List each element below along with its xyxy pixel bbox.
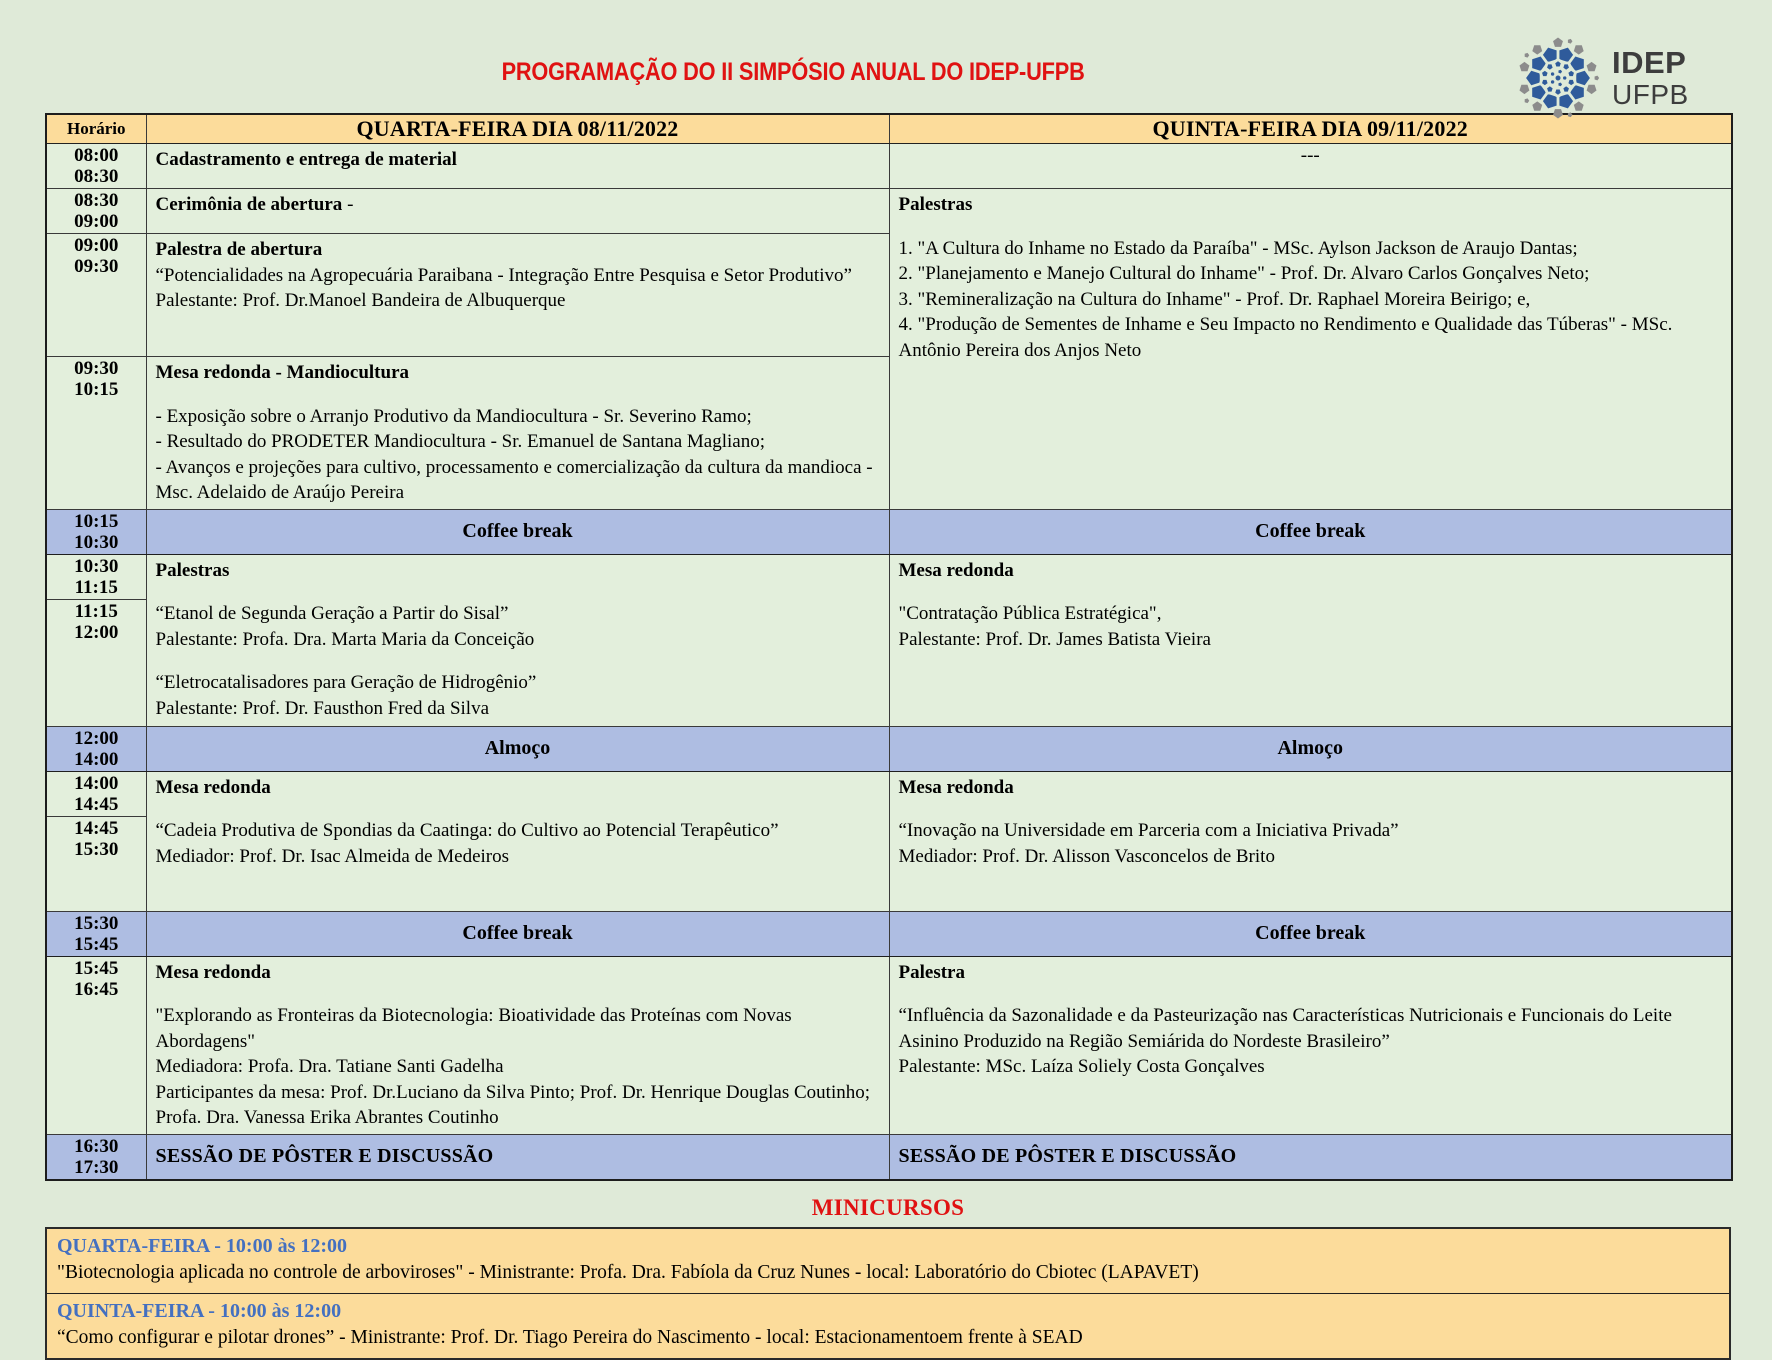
masthead bbox=[0, 0, 1772, 113]
column-header-thursday: QUINTA-FEIRA DIA 09/11/2022 bbox=[889, 114, 1732, 144]
minicurso-schedule: QUARTA-FEIRA - 10:00 às 12:00 bbox=[57, 1234, 348, 1257]
time-slot: 14:45 15:30 bbox=[46, 816, 146, 911]
time-slot: 09:00 09:30 bbox=[46, 234, 146, 357]
schedule-table bbox=[45, 113, 1733, 1181]
minicurso-schedule: QUINTA-FEIRA - 10:00 às 12:00 bbox=[57, 1299, 342, 1322]
coffee-break-label: Coffee break bbox=[146, 509, 889, 554]
time-slot: 08:30 09:00 bbox=[46, 189, 146, 234]
cell-registration: Cadastramento e entrega de material bbox=[146, 144, 889, 189]
time-slot: 15:30 15:45 bbox=[46, 911, 146, 956]
idep-rosette-icon bbox=[1516, 36, 1600, 120]
time-slot: 16:30 17:30 bbox=[46, 1134, 146, 1180]
cell-public-procurement: Mesa redonda "Contratação Pública Estratégica", Palestante: Prof. Dr. James Batista Vieira bbox=[889, 554, 1732, 726]
minicurso-description: “Como configurar e pilotar drones” - Ministrante: Prof. Dr. Tiago Pereira do Nascimento - local: Estacionamentoem frente à SEAD bbox=[57, 1326, 1083, 1348]
idep-ufpb-logo bbox=[1516, 36, 1689, 120]
cell-cassava-roundtable: Mesa redonda - Mandiocultura - Exposição sobre o Arranjo Produtivo da Mandiocultura - Sr. Severino Ramo; - Resultado do PRODETER Mandiocultura - Sr. Emanuel de Santana Magliano; - Avanços e projeções para cultivo, processamento e comercialização da cultura da mandioca - Msc. Adelaido de Araújo Pereira bbox=[146, 357, 889, 510]
cell-opening-lecture: Palestra de abertura “Potencialidades na Agropecuária Paraibana - Integração Entre Pesquisa e Setor Produtivo” Palestante: Prof. Dr.Manoel Bandeira de Albuquerque bbox=[146, 234, 889, 357]
time-slot: 12:00 14:00 bbox=[46, 726, 146, 771]
minicurso-wednesday bbox=[46, 1228, 1730, 1294]
time-slot: 11:15 12:00 bbox=[46, 599, 146, 726]
table-header-row bbox=[46, 114, 1732, 144]
row-coffee-break-afternoon bbox=[46, 911, 1732, 956]
cell-no-session: --- bbox=[889, 144, 1732, 189]
time-slot: 10:30 11:15 bbox=[46, 554, 146, 599]
row-poster-session bbox=[46, 1134, 1732, 1180]
lunch-label: Almoço bbox=[889, 726, 1732, 771]
poster-session-label: SESSÃO DE PÔSTER E DISCUSSÃO bbox=[889, 1134, 1732, 1180]
cell-spondias-roundtable: Mesa redonda “Cadeia Produtiva de Spondias da Caatinga: do Cultivo ao Potencial Terapêutico” Mediador: Prof. Dr. Isac Almeida de Medeiros bbox=[146, 771, 889, 911]
logo-acronym: IDEP bbox=[1612, 45, 1687, 80]
row-coffee-break-morning bbox=[46, 509, 1732, 554]
time-slot: 15:45 16:45 bbox=[46, 956, 146, 1134]
time-slot: 10:15 10:30 bbox=[46, 509, 146, 554]
cell-wednesday-lectures: Palestras “Etanol de Segunda Geração a Partir do Sisal” Palestante: Profa. Dra. Marta Maria da Conceição “Eletrocatalisadores para Geração de Hidrogênio” Palestante: Prof. Dr. Fausthon Fred da Silva bbox=[146, 554, 889, 726]
row-registration bbox=[46, 144, 1732, 189]
cell-opening-ceremony: Cerimônia de abertura - bbox=[146, 189, 889, 234]
coffee-break-label: Coffee break bbox=[889, 509, 1732, 554]
minicurso-row bbox=[46, 1293, 1730, 1359]
time-slot: 09:30 10:15 bbox=[46, 357, 146, 510]
minicurso-row bbox=[46, 1228, 1730, 1294]
cell-biotech-roundtable: Mesa redonda "Explorando as Fronteiras da Biotecnologia: Bioatividade das Proteínas com Novas Abordagens" Mediadora: Profa. Dra. Tatiane Santi Gadelha Participantes da mesa: Prof. Dr.Luciano da Silva Pinto; Prof. Dr. Henrique Douglas Coutinho; Profa. Dra. Vanessa Erika Abrantes Coutinho bbox=[146, 956, 889, 1134]
row-opening-ceremony bbox=[46, 189, 1732, 234]
column-header-wednesday: QUARTA-FEIRA DIA 08/11/2022 bbox=[146, 114, 889, 144]
time-slot: 08:00 08:30 bbox=[46, 144, 146, 189]
cell-thursday-lectures: Palestras 1. "A Cultura do Inhame no Estado da Paraíba" - MSc. Aylson Jackson de Araujo Dantas; 2. "Planejamento e Manejo Cultural do Inhame" - Prof. Dr. Alvaro Carlos Gonçalves Neto; 3. "Remineralização na Cultura do Inhame" - Prof. Dr. Raphael Moreira Beirigo; e, 4. "Produção de Sementes de Inhame e Seu Impacto no Rendimento e Qualidade das Túberas" - MSc. Antônio Pereira dos Anjos Neto bbox=[889, 189, 1732, 510]
row-late-morning-a bbox=[46, 554, 1732, 599]
minicurso-description: "Biotecnologia aplicada no controle de arboviroses" - Ministrante: Profa. Dra. Fabíola da Cruz Nunes - local: Laboratório do Cbiotec (LAPAVET) bbox=[57, 1261, 1199, 1283]
minicurso-thursday bbox=[46, 1293, 1730, 1359]
lunch-label: Almoço bbox=[146, 726, 889, 771]
logo-institution: UFPB bbox=[1612, 79, 1689, 110]
cell-milk-lecture: Palestra “Influência da Sazonalidade e da Pasteurização nas Características Nutricionais e Funcionais do Leite Asinino Produzido na Região Semiárida do Nordeste Brasileiro” Palestante: MSc. Laíza Soliely Costa Gonçalves bbox=[889, 956, 1732, 1134]
cell-innovation-roundtable: Mesa redonda “Inovação na Universidade em Parceria com a Iniciativa Privada” Mediador: Prof. Dr. Alisson Vasconcelos de Brito bbox=[889, 771, 1732, 911]
row-afternoon-a bbox=[46, 771, 1732, 816]
column-header-time: Horário bbox=[46, 114, 146, 144]
page-title: PROGRAMAÇÃO DO II SIMPÓSIO ANUAL DO IDEP-UFPB bbox=[501, 58, 1085, 86]
coffee-break-label: Coffee break bbox=[146, 911, 889, 956]
minicursos-table bbox=[45, 1227, 1731, 1360]
minicursos-heading: MINICURSOS bbox=[811, 1194, 965, 1220]
poster-session-label: SESSÃO DE PÔSTER E DISCUSSÃO bbox=[146, 1134, 889, 1180]
coffee-break-label: Coffee break bbox=[889, 911, 1732, 956]
time-slot: 14:00 14:45 bbox=[46, 771, 146, 816]
row-late-afternoon bbox=[46, 956, 1732, 1134]
row-lunch bbox=[46, 726, 1732, 771]
